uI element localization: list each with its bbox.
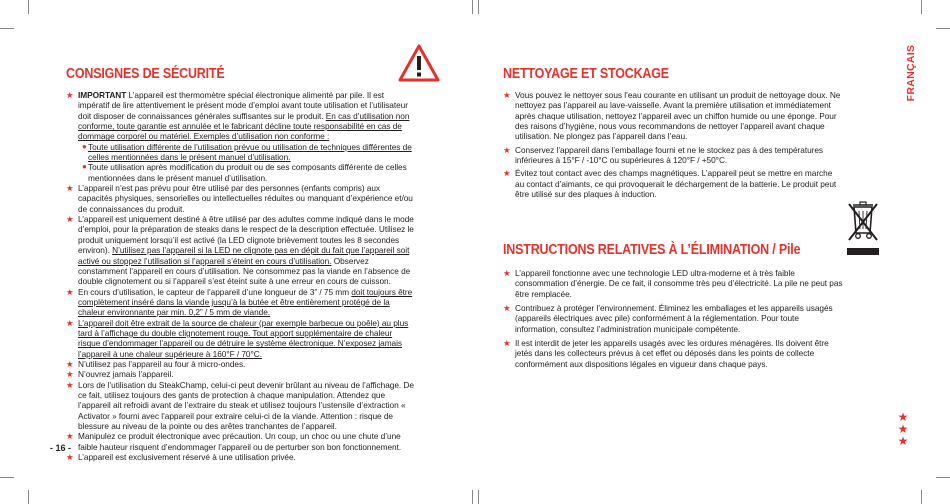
star-bullet-icon: ★ bbox=[503, 168, 511, 179]
star-icon: ★ bbox=[897, 410, 909, 424]
disposal-list bbox=[503, 268, 843, 369]
list-item bbox=[66, 318, 414, 359]
cleaning-title: NETTOYAGE ET STOCKAGE bbox=[503, 66, 669, 82]
crop-mark bbox=[921, 490, 922, 504]
crop-mark bbox=[28, 0, 29, 14]
list-item bbox=[503, 338, 843, 369]
item-underlined-text: doit toujours être complètement inséré dans la viande jusqu’à la butée et être entièrement protégé de la chaleur environnante par min. 0,2” / 5 mm de viande. bbox=[78, 286, 413, 318]
list-item bbox=[66, 183, 414, 214]
important-label: IMPORTANT bbox=[78, 90, 127, 100]
star-bullet-icon: ★ bbox=[66, 90, 74, 100]
crop-mark bbox=[478, 0, 479, 14]
crop-mark bbox=[0, 477, 14, 478]
safety-title: CONSIGNES DE SÉCURITÉ bbox=[66, 66, 225, 82]
star-bullet-icon: ★ bbox=[503, 268, 511, 278]
crop-mark bbox=[478, 490, 479, 504]
star-bullet-icon: ★ bbox=[503, 90, 511, 100]
dot-bullet-icon: ● bbox=[82, 162, 87, 172]
cleaning-list bbox=[503, 90, 843, 199]
list-item bbox=[66, 452, 414, 462]
list-item bbox=[503, 145, 843, 166]
star-bullet-icon: ★ bbox=[66, 317, 74, 328]
list-item bbox=[66, 359, 414, 369]
safety-list bbox=[66, 90, 414, 462]
disposal-title: INSTRUCTIONS RELATIVES À L’ÉLIMINATION / Pile bbox=[503, 242, 801, 258]
item-text: Lors de l’utilisation du SteakChamp, celui-ci peut devenir brûlant au niveau de l’affichage. De ce fait, utilisez toujours des gants de protection à chaque manipulation. Attendez que l’appareil ait refroidi avant de l’extraire du steak et utilisez toujours l’ustensile d’extraction « Activator » fourni avec l’appareil pour extraire celui-ci de la viande. Attention : risque de blessure au niveau de la pointe ou des arêtes tranchantes de l’appareil. bbox=[78, 379, 414, 431]
list-item bbox=[66, 380, 414, 432]
item-text: N’utilisez pas l’appareil au four à micro-ondes. bbox=[78, 358, 246, 369]
list-item bbox=[66, 287, 414, 318]
crop-mark bbox=[921, 0, 922, 14]
language-tab bbox=[902, 40, 920, 106]
list-item bbox=[503, 303, 843, 334]
item-text: Évitez tout contact avec des champs magnétiques. L’appareil peut se mettre en marche au contact d’aimants, ce qui provoquerait le déchargement de la batterie. Le produit peut être utilisé sur des plaques à induction. bbox=[515, 168, 837, 200]
list-item bbox=[503, 168, 843, 199]
warning-triangle-icon bbox=[398, 44, 440, 82]
item-text: Manipulez ce produit électronique avec précaution. Un coup, un choc ou une chute d’une faible hauteur risquent d’endommager l’appareil ou de perturber son bon fonctionnement. bbox=[78, 431, 402, 452]
list-item bbox=[503, 268, 843, 299]
decorative-stars bbox=[897, 411, 909, 447]
important-underlined: En cas d’utilisation non conforme, toute garantie est annulée et le fabricant décline toute responsabilité en cas de dommage corporel ou matériel. Exemples d’utilisation non conforme : bbox=[78, 110, 410, 142]
item-text: L’appareil est exclusivement réservé à une utilisation privée. bbox=[78, 452, 296, 463]
item-text: Il est interdit de jeter les appareils usagés avec les ordures ménagères. Ils doivent être jetés dans les collecteurs prévus à cet effet ou déposés dans les points de collecte conformément aux dispositions légales en vigueur dans chaque pays. bbox=[515, 338, 829, 369]
list-item bbox=[66, 369, 414, 379]
language-tab-label: FRANÇAIS bbox=[905, 44, 917, 102]
important-text: L’appareil est thermomètre spécial électronique alimenté par pile. Il est impératif de lire attentivement le présent mode d’emploi avant toute utilisation et l’utilisateur doit disposer de connaissances générales suffisantes sur le produit. bbox=[78, 90, 408, 121]
sub-list-item bbox=[66, 162, 414, 183]
item-text: En cours d’utilisation, le capteur de l’appareil d’une longueur de 3” / 75 mm bbox=[78, 286, 352, 297]
item-text: Contribuez à protéger l’environnement. Éliminez les emballages et les appareils usagés (appareils électriques avec pile) conformément à la réglementation. Pour toute information, consultez l’administration municipale compétente. bbox=[515, 303, 833, 334]
star-bullet-icon: ★ bbox=[503, 303, 511, 314]
star-bullet-icon: ★ bbox=[66, 431, 74, 442]
star-bullet-icon: ★ bbox=[66, 452, 74, 463]
dot-bullet-icon: ● bbox=[82, 141, 87, 151]
sub-list-item bbox=[66, 142, 414, 163]
list-item bbox=[503, 90, 843, 142]
star-icon: ★ bbox=[897, 434, 909, 448]
page-number: - 16 - bbox=[50, 443, 72, 453]
star-bullet-icon: ★ bbox=[66, 379, 74, 390]
list-item bbox=[66, 90, 414, 142]
item-underlined-text: N’utilisez pas l’appareil si la LED ne clignote pas en dépit du fait que l’appareil soit activé ou stoppez l’utilisation si l’appareil s’éteint en cours d’utilisation. bbox=[78, 245, 410, 266]
star-bullet-icon: ★ bbox=[66, 214, 74, 225]
crop-mark bbox=[936, 28, 950, 29]
star-bullet-icon: ★ bbox=[66, 183, 74, 194]
item-text: L’appareil est uniquement destiné à être utilisé par des adultes comme indiqué dans le mode d’emploi, pour la préparation de steaks dans le respect de la description effectuée. Utilisez le produit uniquement lorsqu’il est activé (la LED clignote brièvement toutes les 8 secondes environ). bbox=[78, 214, 414, 256]
item-text: Vous pouvez le nettoyer sous l’eau courante en utilisant un produit de nettoyage doux. Ne nettoyez pas l’appareil au lave-vaisselle. Avant la première utilisation et immédiatement après chaque utilisation, nettoyez l’appareil avec un chiffon humide ou une éponge. Pour des raisons d’hygiène, nous vous recommandons de nettoyer l’appareil avant chaque utilisation. Ne plongez pas l’appareil dans l’eau. bbox=[515, 90, 841, 142]
star-bullet-icon: ★ bbox=[66, 286, 74, 297]
item-text: L’appareil fonctionne avec une technologie LED ultra-moderne et à très faible consommation d’énergie. De ce fait, il consomme très peu d’électricité. La pile ne peut pas être remplacée. bbox=[515, 268, 843, 299]
item-text: N’ouvrez jamais l’appareil. bbox=[78, 369, 174, 380]
item-underlined-text: L’appareil doit être extrait de la source de chaleur (par exemple barbecue ou poêle) au plus tard à l’affichage du double clignotement rouge. Tout apport supplémentaire de chaleur risque d’endommager l’appareil ou de détruire le système électronique. N’exposez jamais l’appareil à une chaleur supérieure à 160°F / 70°C. bbox=[78, 317, 409, 359]
crop-mark bbox=[936, 477, 950, 478]
crop-mark bbox=[472, 0, 473, 14]
star-bullet-icon: ★ bbox=[503, 338, 511, 349]
crossed-out-wheelie-bin-icon bbox=[845, 198, 881, 258]
crop-mark bbox=[472, 490, 473, 504]
star-bullet-icon: ★ bbox=[66, 358, 74, 369]
sub-item-text: Toute utilisation différente de l’utilisation prévue ou utilisation de techniques différentes de celles mentionnées dans le présent manuel d’utilisation. bbox=[88, 141, 412, 163]
list-item bbox=[66, 214, 414, 286]
item-text: Conservez l’appareil dans l’emballage fourni et ne le stockez pas à des températures inférieures à 15°F / -10°C ou supérieures à 120°F / +50°C. bbox=[515, 144, 824, 166]
item-text: L’appareil n’est pas prévu pour être utilisé par des personnes (enfants compris) aux capacités physiques, sensorielles ou intellectuelles réduites ou manquant d’expérience et/ou de connaissances du produit. bbox=[78, 183, 413, 214]
crop-mark bbox=[0, 28, 14, 29]
item-text: Observez constamment l’appareil en cours d’utilisation. Ne consommez pas la viande en l’absence de double clignotement ou si l’appareil s’est éteint suite à une erreur en cours de cuisson. bbox=[78, 255, 411, 287]
list-item bbox=[66, 431, 414, 452]
star-bullet-icon: ★ bbox=[503, 144, 511, 155]
star-bullet-icon: ★ bbox=[66, 369, 74, 380]
crop-mark bbox=[28, 490, 29, 504]
sub-item-text: Toute utilisation après modification du produit ou de ses composants différente de celles mentionnées dans le présent manuel d’utilisation. bbox=[88, 162, 407, 183]
star-icon: ★ bbox=[897, 422, 909, 436]
